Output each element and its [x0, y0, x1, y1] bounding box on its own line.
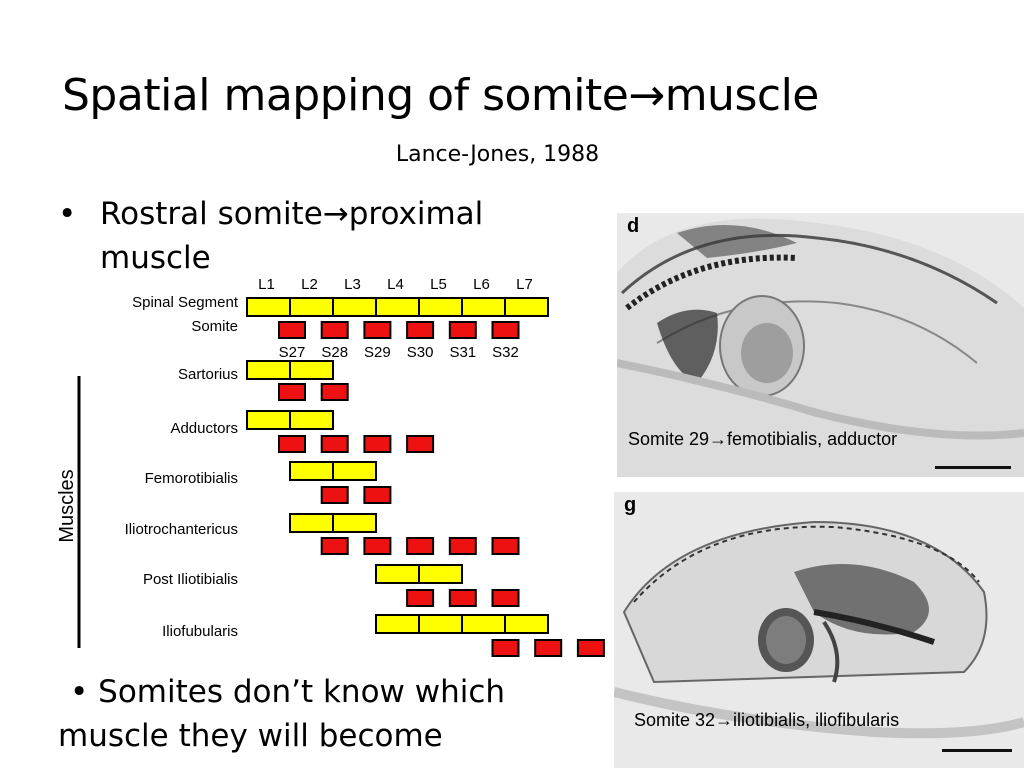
somite-block [450, 538, 476, 554]
somite-block [407, 436, 433, 452]
spinal-segment-block [247, 411, 290, 429]
spinal-segment-block [419, 298, 462, 316]
segment-label-l3: L3 [344, 276, 361, 293]
somite-block [493, 538, 519, 554]
somite-block [407, 538, 433, 554]
somite-block [322, 436, 348, 452]
row-label: Femorotibialis [144, 470, 238, 487]
somite-block [322, 538, 348, 554]
segment-label-l6: L6 [473, 276, 490, 293]
somite-block [322, 384, 348, 400]
somite-label-s32: S32 [492, 344, 519, 361]
somite-block [450, 590, 476, 606]
somite-block [407, 590, 433, 606]
row-label: Iliotrochantericus [124, 521, 238, 538]
spinal-segment-block [247, 298, 290, 316]
slide-subtitle: Lance-Jones, 1988 [395, 142, 600, 167]
slide-title: Spatial mapping of somite→muscle [62, 70, 819, 121]
spinal-segment-block [376, 298, 419, 316]
row-label: Spinal Segment [132, 294, 238, 311]
row-label: Post Iliotibialis [142, 571, 238, 588]
spinal-segment-block [376, 615, 419, 633]
spinal-segment-block [247, 361, 290, 379]
somite-block [493, 590, 519, 606]
spinal-segment-block [419, 565, 462, 583]
bullet-text-line-1: Somites don’t know which [98, 674, 506, 710]
spinal-segment-block [290, 361, 333, 379]
bullet-text-line-2: muscle [100, 240, 211, 276]
somite-block [407, 322, 433, 338]
panel-letter: d [627, 215, 640, 237]
segment-label-l7: L7 [516, 276, 533, 293]
segment-label-l1: L1 [258, 276, 275, 293]
somite-block [322, 322, 348, 338]
bullet-text-line-2: muscle they will become [58, 718, 443, 754]
muscles-group-label: Muscles [56, 469, 78, 543]
somite-block [322, 487, 348, 503]
spinal-segment-block [290, 298, 333, 316]
bullet-somites [58, 670, 610, 758]
spinal-segment-block [462, 615, 505, 633]
bullet-dot: • [70, 674, 99, 710]
spinal-segment-block [333, 514, 376, 532]
somite-block [578, 640, 604, 656]
somite-label-s30: S30 [406, 344, 434, 361]
bullet-dot: • [58, 196, 77, 232]
somite-block [493, 640, 519, 656]
micrograph-panel-g [614, 492, 1024, 768]
row-label: Iliofubularis [162, 623, 238, 640]
panel-caption: Somite 29→femotibialis, adductor [628, 429, 898, 449]
row-label: Somite [191, 318, 238, 335]
spinal-segment-block [290, 462, 333, 480]
somite-label-s31: S31 [449, 344, 477, 361]
somite-label-s29: S29 [364, 344, 391, 361]
somite-label-s27: S27 [278, 344, 306, 361]
spinal-segment-block [505, 298, 548, 316]
somite-block [279, 436, 305, 452]
bullet-text-line-1: Rostral somite→proximal [100, 196, 484, 232]
spinal-segment-block [376, 565, 419, 583]
spinal-segment-block [333, 298, 376, 316]
scale-bar [942, 749, 1012, 752]
spinal-segment-block [290, 411, 333, 429]
spinal-segment-block [505, 615, 548, 633]
row-label: Adductors [170, 420, 238, 437]
panel-letter: g [624, 494, 637, 516]
somite-block [279, 322, 305, 338]
spinal-segment-block [419, 615, 462, 633]
panel-caption: Somite 32→iliotibialis, iliofibularis [634, 710, 900, 730]
somite-block [535, 640, 561, 656]
somite-label-s28: S28 [321, 344, 349, 361]
spinal-segment-block [462, 298, 505, 316]
somite-block [364, 436, 390, 452]
somite-block [364, 538, 390, 554]
somite-block [364, 322, 390, 338]
somite-block [364, 487, 390, 503]
somite-block [279, 384, 305, 400]
segment-label-l4: L4 [387, 276, 404, 293]
segment-label-l2: L2 [301, 276, 318, 293]
scale-bar [935, 466, 1011, 469]
row-label: Sartorius [177, 366, 238, 383]
segment-label-l5: L5 [430, 276, 447, 293]
somite-block [493, 322, 519, 338]
somite-block [450, 322, 476, 338]
micrograph-panel-d [617, 213, 1024, 477]
spinal-segment-block [290, 514, 333, 532]
spinal-segment-block [333, 462, 376, 480]
